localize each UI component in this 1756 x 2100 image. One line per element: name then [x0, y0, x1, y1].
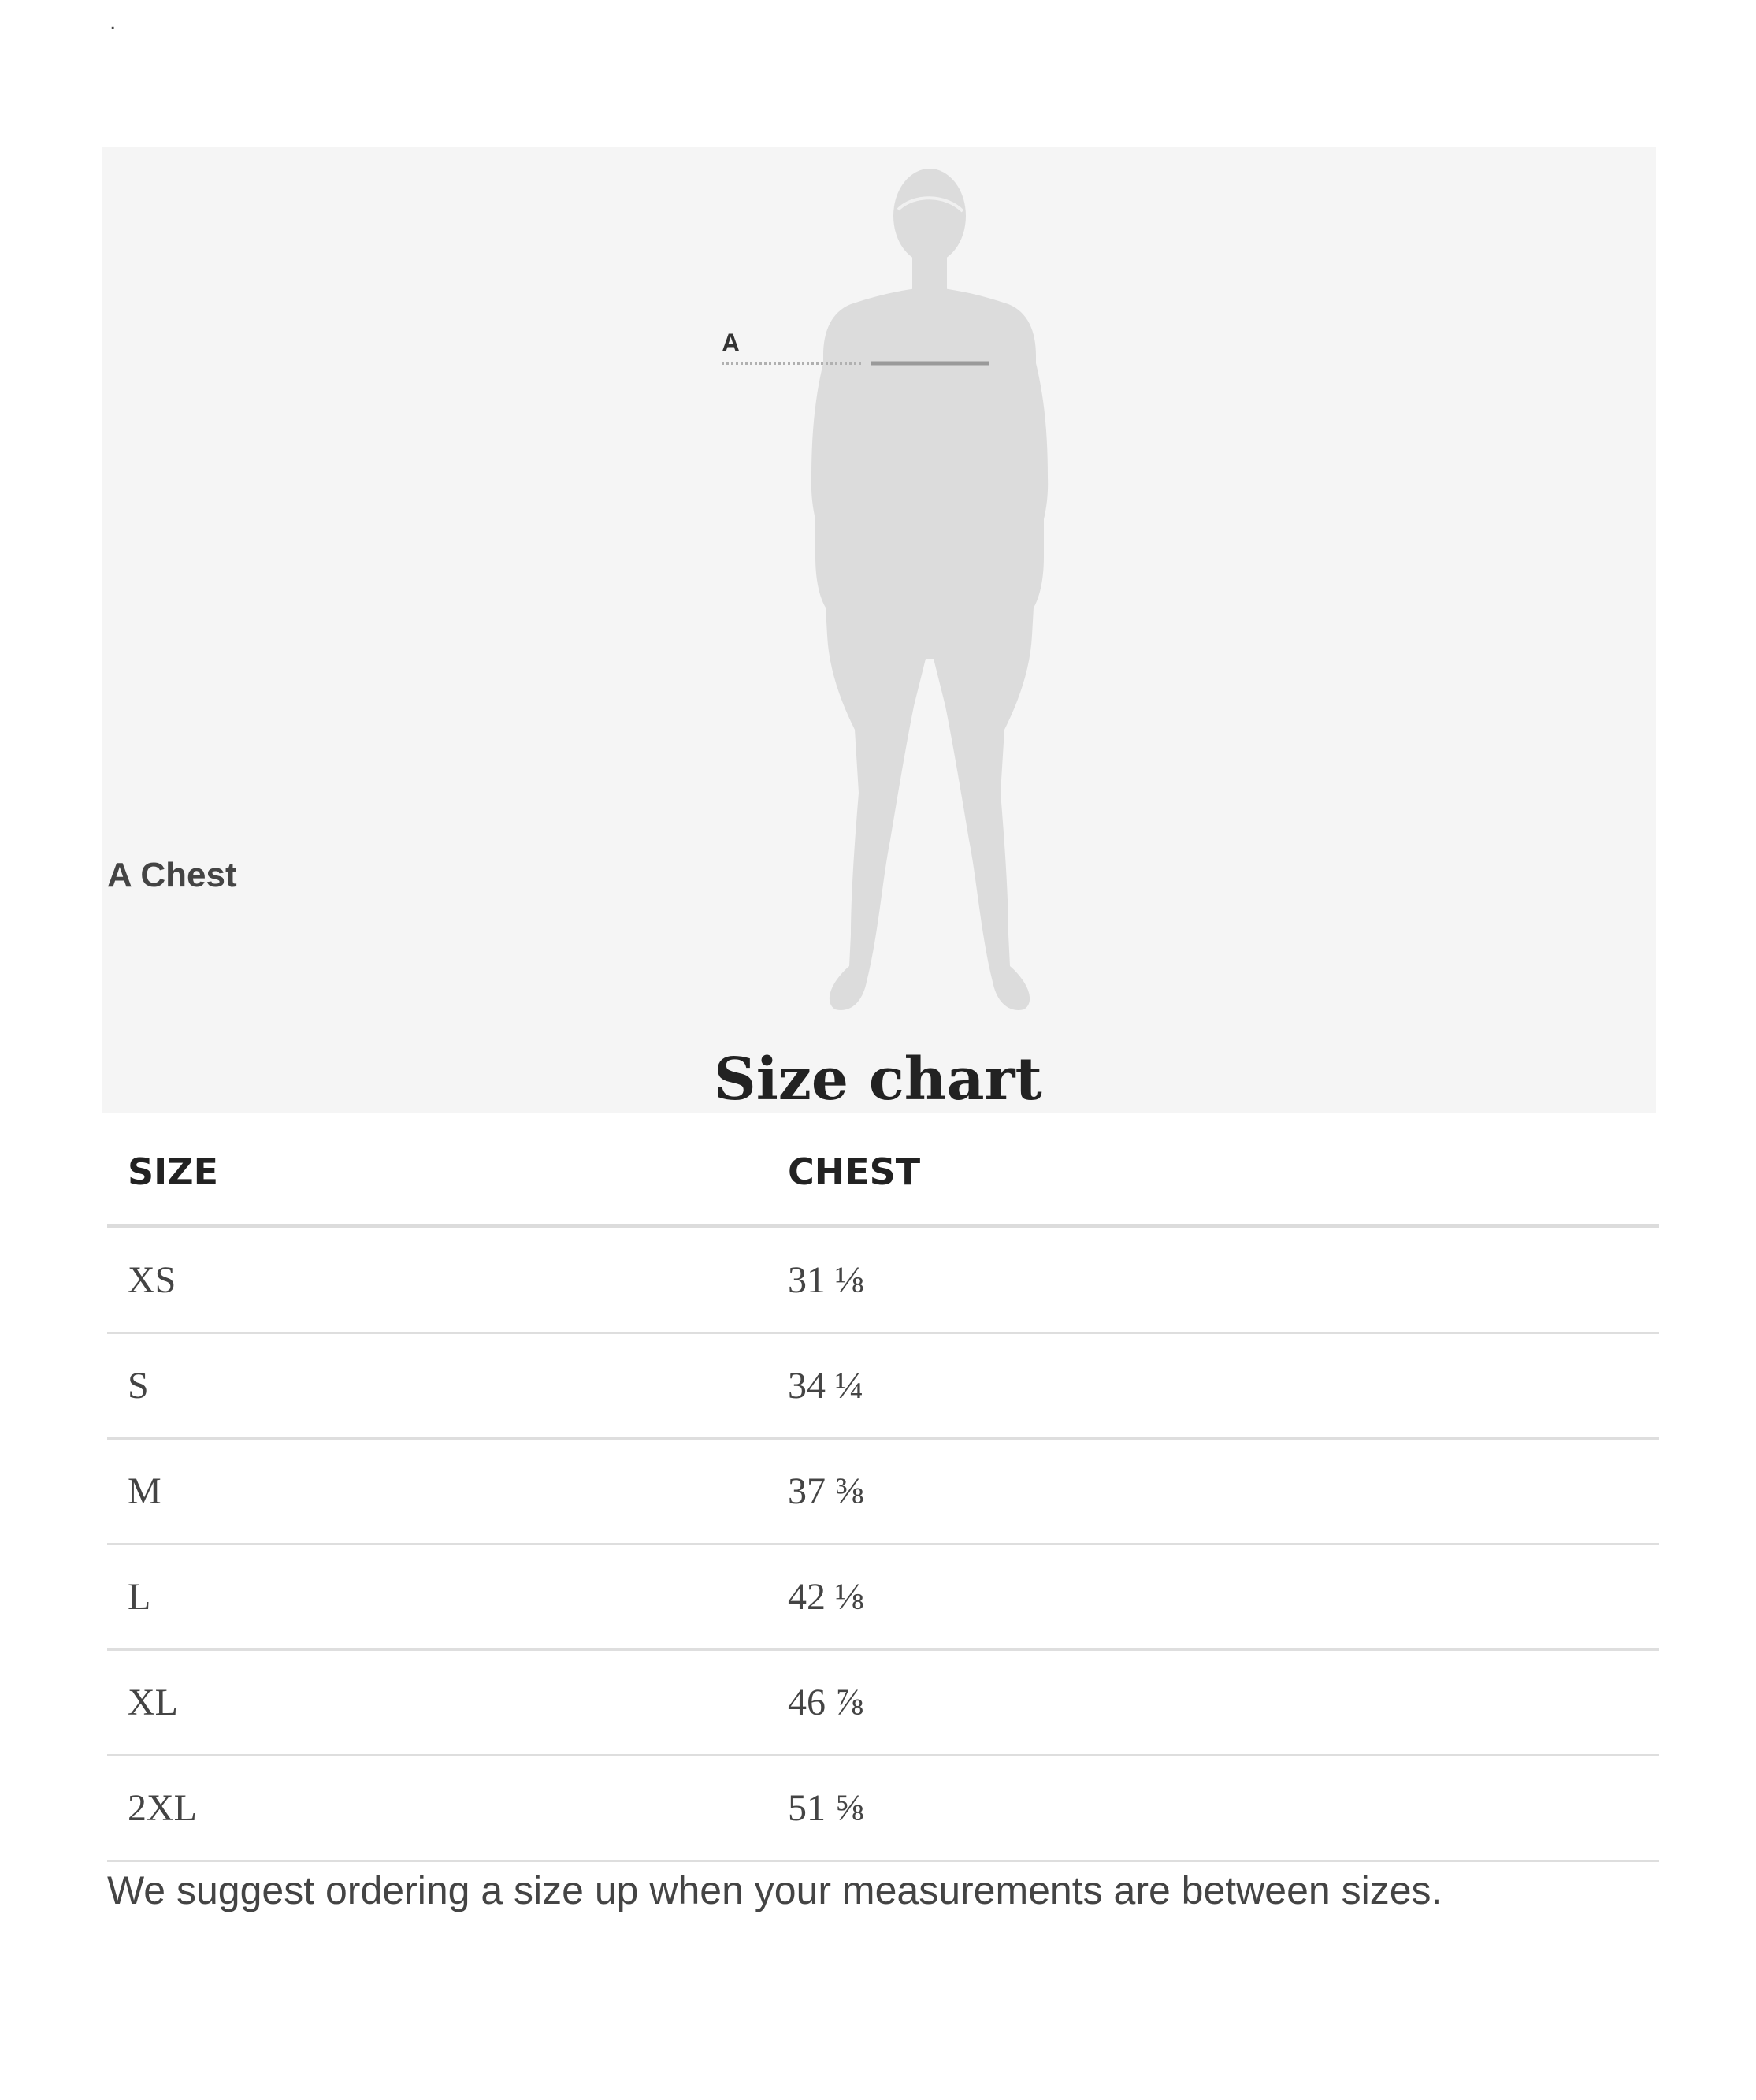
table-row: [107, 1544, 1659, 1650]
chest-cell: 34 ¼: [767, 1333, 1659, 1439]
table-row: [107, 1756, 1659, 1861]
size-cell: XS: [107, 1226, 767, 1333]
table-header-row: [107, 1119, 1659, 1226]
table-row: [107, 1333, 1659, 1439]
size-cell: XL: [107, 1650, 767, 1756]
chest-cell: 42 ⅛: [767, 1544, 1659, 1650]
sizing-advice-note: We suggest ordering a size up when your measurements are between sizes.: [107, 1868, 1442, 1912]
table-row: [107, 1226, 1659, 1333]
size-cell: S: [107, 1333, 767, 1439]
table-row: [107, 1439, 1659, 1544]
table-row: [107, 1650, 1659, 1756]
size-cell: 2XL: [107, 1756, 767, 1861]
body-silhouette: [811, 169, 1048, 1010]
page-marker-dot: .: [110, 9, 117, 35]
chest-cell: 51 ⅝: [767, 1756, 1659, 1861]
body-silhouette-illustration: [102, 147, 1656, 1113]
column-header-chest: CHEST: [767, 1119, 1659, 1226]
chest-cell: 31 ⅛: [767, 1226, 1659, 1333]
measurement-diagram: [102, 147, 1656, 1113]
page-title: Size chart: [714, 1046, 1042, 1113]
size-cell: M: [107, 1439, 767, 1544]
column-header-size: SIZE: [107, 1119, 767, 1226]
measure-marker-a: A: [722, 329, 741, 357]
measurement-legend: A Chest: [107, 856, 237, 894]
chest-cell: 37 ⅜: [767, 1439, 1659, 1544]
size-table: [107, 1119, 1659, 1862]
size-cell: L: [107, 1544, 767, 1650]
chest-cell: 46 ⅞: [767, 1650, 1659, 1756]
